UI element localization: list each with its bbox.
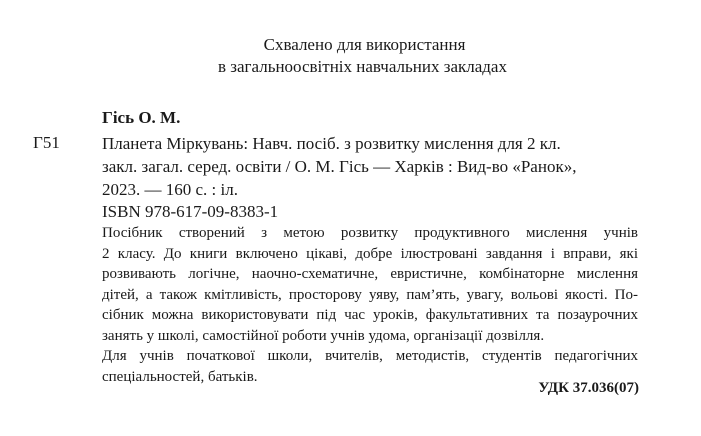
annotation-line: сібник можна використовувати під час уроків, факультативних та позаурочних: [102, 307, 638, 323]
approval-line-1: Схвалено для використання: [263, 35, 466, 54]
annotation-line: дітей, а також кмітливість, просторову уяву, пам’ять, увагу, вольові якості. По-: [102, 286, 638, 303]
bibliographic-description: [102, 132, 642, 201]
annotation-line: Для учнів початкової школи, вчителів, методистів, студентів педагогічних: [102, 348, 638, 364]
isbn: ISBN 978-617-09-8383-1: [102, 202, 279, 221]
approval-line-2: в загальноосвітніх навчальних закладах: [218, 57, 507, 76]
classification-code: Г51: [33, 133, 60, 152]
annotation: [102, 223, 638, 387]
annotation-line: спеціальностей, батьків.: [102, 368, 258, 385]
biblio-line-2: закл. загал. серед. освіти / О. М. Гісь — Харків : Вид-во «Ранок»,: [102, 157, 577, 176]
annotation-line: 2 класу. До книги включено цікаві, добре ілюстровані завдання і вправи, які: [102, 245, 638, 262]
approval-notice: [0, 34, 701, 78]
annotation-paragraph-1: [102, 223, 638, 346]
annotation-line: Посібник створений з метою розвитку продуктивного мислення учнів: [102, 225, 638, 241]
annotation-line: розвивають логічне, наочно-схематичне, евристичне, комбінаторне мислення: [102, 266, 638, 282]
udk-code: УДК 37.036(07): [538, 380, 639, 396]
biblio-line-3: 2023. — 160 с. : іл.: [102, 180, 238, 199]
biblio-line-1: Планета Міркувань: Навч. посіб. з розвитку мислення для 2 кл.: [102, 134, 561, 153]
annotation-line: занять у школі, самостійної роботи учнів удома, організації дозвілля.: [102, 327, 545, 344]
author-name: Гісь О. М.: [102, 108, 181, 127]
